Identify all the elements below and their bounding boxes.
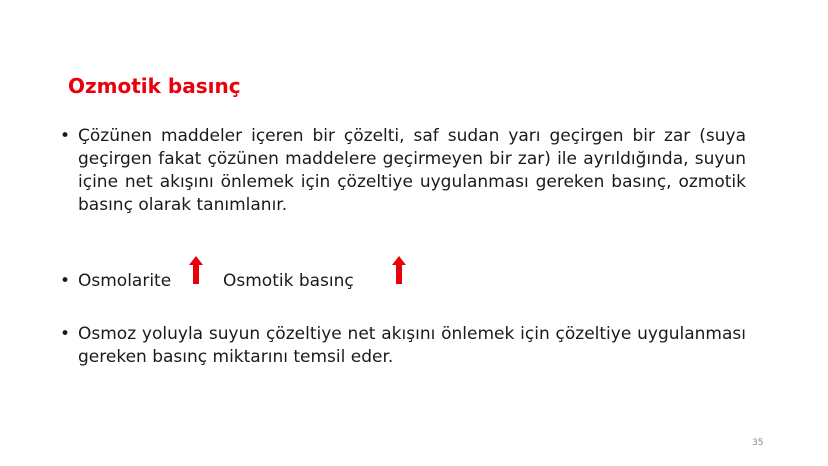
bullet-text: Osmoz yoluyla suyun çözeltiye net akışını önlemek için çözeltiye uygulanması gereken basınç miktarını temsil eder. bbox=[78, 324, 746, 367]
bullet-item-relation bbox=[60, 270, 746, 293]
relation-row bbox=[78, 270, 746, 293]
bullet-text: Çözünen maddeler içeren bir çözelti, saf sudan yarı geçirgen bir zar (suya geçirgen fakat çözünen maddelere geçirmeyen bir zar) ile ayrıldığında, suyun içine net akışını önlemek için çözeltiye uygulanması gereken basınç, ozmotik basınç olarak tanımlanır. bbox=[78, 126, 746, 215]
page-number: 35 bbox=[752, 438, 764, 448]
bullet-marker: • bbox=[60, 324, 71, 344]
bullet-marker: • bbox=[60, 271, 71, 291]
bullet-item-osmosis bbox=[60, 323, 746, 369]
bullet-marker: • bbox=[60, 126, 71, 146]
slide-title: Ozmotik basınç bbox=[68, 74, 241, 98]
up-arrow-icon bbox=[189, 256, 203, 284]
up-arrow-icon bbox=[392, 256, 406, 284]
osmotic-pressure-label: Osmotik basınç bbox=[223, 271, 354, 291]
osmolarity-label: Osmolarite bbox=[78, 271, 172, 291]
bullet-item-definition bbox=[60, 125, 746, 217]
